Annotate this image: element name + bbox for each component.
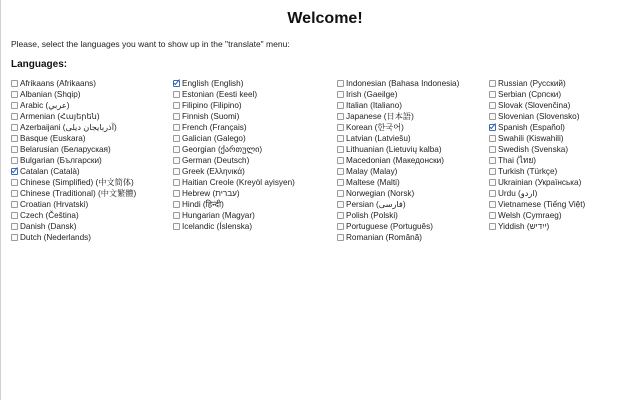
checkbox-unchecked[interactable] <box>489 179 496 186</box>
checkbox-unchecked[interactable] <box>173 124 180 131</box>
language-label: Filipino (Filipino) <box>182 101 242 110</box>
checkbox-checked[interactable] <box>173 80 180 87</box>
language-option[interactable] <box>337 155 459 166</box>
checkbox-unchecked[interactable] <box>11 201 18 208</box>
checkbox-unchecked[interactable] <box>11 157 18 164</box>
language-option[interactable] <box>337 78 459 89</box>
language-option[interactable] <box>489 177 585 188</box>
checkbox-checked[interactable] <box>489 124 496 131</box>
language-label: Latvian (Latviešu) <box>346 134 411 143</box>
languages-column-1 <box>11 78 136 243</box>
checkbox-unchecked[interactable] <box>489 102 496 109</box>
language-label: English (English) <box>182 79 244 88</box>
language-label: Haitian Creole (Kreyòl ayisyen) <box>182 178 295 187</box>
language-label: Urdu (اردو) <box>498 189 538 198</box>
checkbox-unchecked[interactable] <box>489 146 496 153</box>
checkbox-unchecked[interactable] <box>173 146 180 153</box>
language-option[interactable] <box>173 78 295 89</box>
checkbox-unchecked[interactable] <box>173 113 180 120</box>
language-label: French (Français) <box>182 123 247 132</box>
language-label: Afrikaans (Afrikaans) <box>20 79 96 88</box>
language-option[interactable] <box>337 111 459 122</box>
language-option[interactable] <box>11 210 136 221</box>
language-label: Yiddish (ייִדיש) <box>498 222 550 231</box>
checkbox-unchecked[interactable] <box>489 113 496 120</box>
language-option[interactable] <box>337 210 459 221</box>
language-option[interactable] <box>173 111 295 122</box>
language-label: Czech (Čeština) <box>20 211 79 220</box>
checkbox-unchecked[interactable] <box>337 212 344 219</box>
checkbox-unchecked[interactable] <box>11 80 18 87</box>
language-option[interactable] <box>489 100 585 111</box>
language-label: Romanian (Română) <box>346 233 422 242</box>
languages-heading: Languages: <box>11 59 68 70</box>
language-option[interactable] <box>173 122 295 133</box>
language-label: Greek (Ελληνικά) <box>182 167 245 176</box>
language-label: Swedish (Svenska) <box>498 145 569 154</box>
language-label: Chinese (Traditional) (中文繁體) <box>20 189 137 198</box>
language-option[interactable] <box>173 144 295 155</box>
checkbox-unchecked[interactable] <box>173 201 180 208</box>
language-option[interactable] <box>489 144 585 155</box>
language-label: Vietnamese (Tiếng Việt) <box>498 200 586 209</box>
languages-grid <box>11 78 636 248</box>
language-label: Russian (Русский) <box>498 79 566 88</box>
language-option[interactable] <box>489 188 585 199</box>
checkbox-unchecked[interactable] <box>11 102 18 109</box>
language-label: Portuguese (Português) <box>346 222 433 231</box>
language-option[interactable] <box>489 133 585 144</box>
language-option[interactable] <box>337 232 459 243</box>
language-option[interactable] <box>173 188 295 199</box>
language-label: Croatian (Hrvatski) <box>20 200 89 209</box>
language-option[interactable] <box>11 122 136 133</box>
language-label: Bulgarian (Български) <box>20 156 102 165</box>
language-option[interactable] <box>11 199 136 210</box>
checkbox-unchecked[interactable] <box>489 135 496 142</box>
language-label: Hebrew (עברית) <box>182 189 240 198</box>
language-label: Thai (ไทย) <box>498 156 536 165</box>
language-label: Chinese (Simplified) (中文简体) <box>20 178 134 187</box>
checkbox-unchecked[interactable] <box>11 113 18 120</box>
checkbox-unchecked[interactable] <box>11 124 18 131</box>
checkbox-unchecked[interactable] <box>11 135 18 142</box>
language-option[interactable] <box>173 166 295 177</box>
checkbox-unchecked[interactable] <box>489 223 496 230</box>
languages-column-2 <box>173 78 295 232</box>
checkbox-unchecked[interactable] <box>337 234 344 241</box>
checkbox-unchecked[interactable] <box>337 179 344 186</box>
checkbox-unchecked[interactable] <box>173 91 180 98</box>
checkbox-unchecked[interactable] <box>11 190 18 197</box>
checkbox-unchecked[interactable] <box>173 135 180 142</box>
language-label: Azerbaijani (آذربایجان دیلی) <box>20 123 117 132</box>
checkbox-unchecked[interactable] <box>173 190 180 197</box>
checkbox-unchecked[interactable] <box>337 201 344 208</box>
language-label: Welsh (Cymraeg) <box>498 211 562 220</box>
language-label: Maltese (Malti) <box>346 178 400 187</box>
checkbox-unchecked[interactable] <box>11 179 18 186</box>
language-option[interactable] <box>337 89 459 100</box>
languages-column-4 <box>489 78 585 232</box>
checkbox-unchecked[interactable] <box>489 91 496 98</box>
checkbox-unchecked[interactable] <box>489 80 496 87</box>
language-label: Norwegian (Norsk) <box>346 189 415 198</box>
checkbox-unchecked[interactable] <box>337 102 344 109</box>
language-label: Galician (Galego) <box>182 134 246 143</box>
language-label: Dutch (Nederlands) <box>20 233 91 242</box>
language-label: Turkish (Türkçe) <box>498 167 558 176</box>
checkbox-unchecked[interactable] <box>337 146 344 153</box>
checkbox-unchecked[interactable] <box>11 91 18 98</box>
language-label: Japanese (日本語) <box>346 112 414 121</box>
language-option[interactable] <box>173 100 295 111</box>
language-label: Serbian (Српски) <box>498 90 562 99</box>
language-label: Danish (Dansk) <box>20 222 77 231</box>
language-label: German (Deutsch) <box>182 156 250 165</box>
language-option[interactable] <box>337 188 459 199</box>
language-option[interactable] <box>337 133 459 144</box>
checkbox-unchecked[interactable] <box>337 80 344 87</box>
language-option[interactable] <box>11 100 136 111</box>
language-label: Spanish (Español) <box>498 123 565 132</box>
language-label: Malay (Malay) <box>346 167 398 176</box>
checkbox-unchecked[interactable] <box>337 190 344 197</box>
language-option[interactable] <box>337 122 459 133</box>
checkbox-unchecked[interactable] <box>173 168 180 175</box>
language-option[interactable] <box>11 133 136 144</box>
language-option[interactable] <box>489 111 585 122</box>
language-label: Estonian (Eesti keel) <box>182 90 258 99</box>
checkbox-unchecked[interactable] <box>337 124 344 131</box>
language-label: Albanian (Shqip) <box>20 90 81 99</box>
language-option[interactable] <box>173 199 295 210</box>
checkbox-unchecked[interactable] <box>337 157 344 164</box>
language-label: Indonesian (Bahasa Indonesia) <box>346 79 460 88</box>
language-option[interactable] <box>337 199 459 210</box>
language-option[interactable] <box>337 177 459 188</box>
language-option[interactable] <box>337 144 459 155</box>
language-option[interactable] <box>173 177 295 188</box>
language-label: Belarusian (Беларуская) <box>20 145 111 154</box>
language-option[interactable] <box>489 210 585 221</box>
language-option[interactable] <box>489 199 585 210</box>
checkbox-unchecked[interactable] <box>337 223 344 230</box>
checkbox-unchecked[interactable] <box>173 212 180 219</box>
checkbox-unchecked[interactable] <box>11 234 18 241</box>
language-option[interactable] <box>11 89 136 100</box>
language-option[interactable] <box>173 210 295 221</box>
language-label: Persian (فارسی) <box>346 200 406 209</box>
language-option[interactable] <box>173 89 295 100</box>
language-option[interactable] <box>11 166 136 177</box>
page-title: Welcome! <box>287 10 363 27</box>
checkbox-unchecked[interactable] <box>11 146 18 153</box>
language-label: Swahili (Kiswahili) <box>498 134 564 143</box>
checkbox-unchecked[interactable] <box>173 102 180 109</box>
checkbox-unchecked[interactable] <box>11 223 18 230</box>
language-option[interactable] <box>173 133 295 144</box>
checkbox-unchecked[interactable] <box>173 223 180 230</box>
checkbox-unchecked[interactable] <box>489 157 496 164</box>
language-label: Slovenian (Slovensko) <box>498 112 580 121</box>
language-label: Hindi (हिन्दी) <box>182 200 224 209</box>
instructions-text: Please, select the languages you want to show up in the "translate" menu: <box>11 39 290 49</box>
checkmark-icon <box>173 78 180 85</box>
language-label: Georgian (ქართული) <box>182 145 263 154</box>
language-label: Catalan (Català) <box>20 167 80 176</box>
language-option[interactable] <box>337 221 459 232</box>
checkbox-unchecked[interactable] <box>489 212 496 219</box>
checkmark-icon <box>11 166 18 173</box>
checkbox-unchecked[interactable] <box>337 113 344 120</box>
language-option[interactable] <box>11 188 136 199</box>
language-option[interactable] <box>489 78 585 89</box>
language-label: Basque (Euskara) <box>20 134 86 143</box>
checkbox-unchecked[interactable] <box>489 201 496 208</box>
language-option[interactable] <box>173 221 295 232</box>
language-label: Armenian (Հայերեն) <box>20 112 100 121</box>
checkbox-unchecked[interactable] <box>489 168 496 175</box>
checkbox-unchecked[interactable] <box>337 168 344 175</box>
checkbox-checked[interactable] <box>11 168 18 175</box>
checkbox-unchecked[interactable] <box>11 212 18 219</box>
language-option[interactable] <box>11 144 136 155</box>
checkbox-unchecked[interactable] <box>173 179 180 186</box>
language-option[interactable] <box>173 155 295 166</box>
language-label: Lithuanian (Lietuvių kalba) <box>346 145 442 154</box>
language-option[interactable] <box>11 221 136 232</box>
language-label: Hungarian (Magyar) <box>182 211 255 220</box>
language-label: Italian (Italiano) <box>346 101 402 110</box>
language-label: Korean (한국어) <box>346 123 404 132</box>
language-label: Ukrainian (Українська) <box>498 178 582 187</box>
languages-column-3 <box>337 78 459 243</box>
checkbox-unchecked[interactable] <box>337 135 344 142</box>
language-option[interactable] <box>337 166 459 177</box>
language-label: Slovak (Slovenčina) <box>498 101 571 110</box>
checkbox-unchecked[interactable] <box>489 190 496 197</box>
language-label: Icelandic (Íslenska) <box>182 222 253 231</box>
language-label: Polish (Polski) <box>346 211 398 220</box>
language-option[interactable] <box>11 78 136 89</box>
language-label: Macedonian (Македонски) <box>346 156 444 165</box>
language-option[interactable] <box>11 111 136 122</box>
language-option[interactable] <box>11 155 136 166</box>
language-option[interactable] <box>11 232 136 243</box>
language-option[interactable] <box>11 177 136 188</box>
language-label: Finnish (Suomi) <box>182 112 240 121</box>
language-label: Arabic (عربي) <box>20 101 70 110</box>
language-label: Irish (Gaeilge) <box>346 90 398 99</box>
language-option[interactable] <box>489 155 585 166</box>
language-option[interactable] <box>489 122 585 133</box>
checkbox-unchecked[interactable] <box>173 157 180 164</box>
checkbox-unchecked[interactable] <box>337 91 344 98</box>
checkmark-icon <box>489 122 496 129</box>
language-option[interactable] <box>337 100 459 111</box>
language-option[interactable] <box>489 89 585 100</box>
language-option[interactable] <box>489 221 585 232</box>
language-option[interactable] <box>489 166 585 177</box>
